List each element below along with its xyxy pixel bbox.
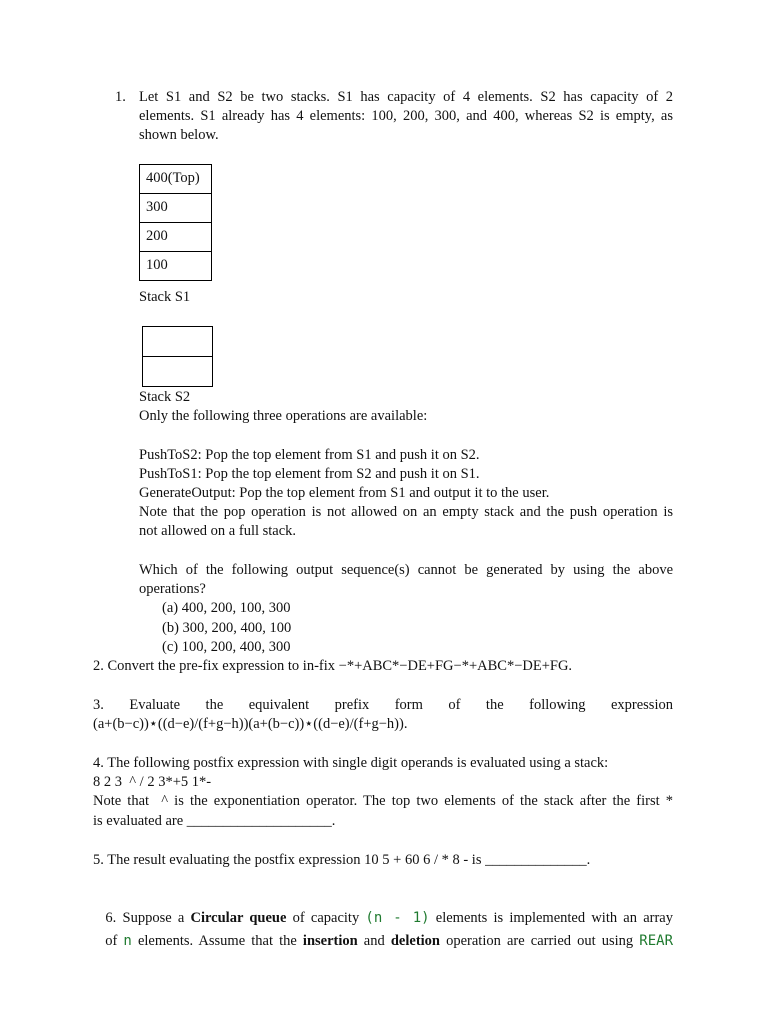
question-3-word: the [485,697,504,713]
question-3-word: following [529,697,586,713]
question-6-text: operation are carried out using [440,933,640,950]
operation-generate-output: GenerateOutput: Pop the top element from S1 and output it to the user. [139,485,550,501]
rear-code: REAR [639,933,674,950]
stack-s1-cell: 300 [140,194,212,223]
question-3-word: of [448,697,461,713]
insertion-term: insertion [302,933,358,950]
option-c: (c) 100, 200, 400, 300 [162,639,291,655]
question-1-prompt-line-1: Which of the following output sequence(s) cannot be generated by using the above [139,562,673,578]
question-3-expression: (a+(b−c))⋆((d−e)/(f+g−h))(a+(b−c))⋆((d−e)/(f+g−h)). [93,716,408,732]
question-3-word: prefix [334,697,370,713]
stack-s1-cell: 100 [140,252,212,281]
question-6-text: 6. Suppose a [105,910,191,927]
question-6-text: elements. Assume that the [131,933,303,950]
operation-push-to-s2: PushToS2: Pop the top element from S1 and push it on S2. [139,447,480,463]
note-line-2: not allowed on a full stack. [139,523,297,539]
question-6-line-2 [93,913,673,952]
question-4-expression: 8 2 3 ^ / 2 3*+5 1*- [93,774,212,790]
stack-s2-cell-empty [143,327,213,357]
capacity-code: (n - 1) [365,910,430,927]
question-1-line-2: elements. S1 already has 4 elements: 100, 200, 300, and 400, whereas S2 is empty, as [139,108,673,124]
stack-s1-row [140,223,212,252]
stack-s1-row [140,165,212,194]
option-b: (b) 300, 200, 400, 100 [162,620,292,636]
circular-queue-term: Circular queue [190,910,287,927]
question-3-word: expression [610,697,673,713]
option-a: (a) 400, 200, 100, 300 [162,600,291,616]
stack-s2-row [143,327,213,357]
question-1-line-1: Let S1 and S2 be two stacks. S1 has capacity of 4 elements. S2 has capacity of 2 [139,89,673,105]
question-3-word: 3. [93,697,104,713]
question-1-prompt-line-2: operations? [139,581,206,597]
deletion-term: deletion [390,933,440,950]
stack-s1-row [140,194,212,223]
stack-s1-cell: 200 [140,223,212,252]
n-code: n [123,933,132,950]
stack-s2-row [143,357,213,387]
stack-s1-table [139,164,212,281]
question-1-number: 1. [115,89,126,105]
stack-s1-cell-top: 400(Top) [140,165,212,194]
question-4-line-3: Note that ^ is the exponentiation operator. The top two elements of the stack after the first * [93,793,673,809]
question-6-text: and [357,933,391,950]
question-6-text: of [105,933,124,950]
question-3-word: Evaluate [129,697,181,713]
question-4-line-1: 4. The following postfix expression with single digit operands is evaluated using a stack: [93,755,609,771]
stack-s2-table [142,326,213,387]
question-6-text: elements is implemented with an array [429,910,673,927]
question-3-line-1 [93,696,673,715]
question-6-text: of capacity [286,910,366,927]
stack-s1-caption: Stack S1 [139,289,191,305]
question-3-word: form [394,697,423,713]
question-2: 2. Convert the pre-fix expression to in-fix −*+ABC*−DE+FG−*+ABC*−DE+FG. [93,658,573,674]
stack-s2-cell-empty [143,357,213,387]
operations-intro: Only the following three operations are available: [139,408,428,424]
question-3-word: equivalent [248,697,310,713]
stack-s1-row [140,252,212,281]
question-4-line-4: is evaluated are ____________________. [93,813,336,829]
stack-s2-caption: Stack S2 [139,389,191,405]
question-1-line-3: shown below. [139,127,219,143]
question-3-word: the [205,697,224,713]
note-line-1: Note that the pop operation is not allowed on an empty stack and the push operation is [139,504,673,520]
operation-push-to-s1: PushToS1: Pop the top element from S2 and push it on S1. [139,466,480,482]
question-5: 5. The result evaluating the postfix expression 10 5 + 60 6 / * 8 - is ______________. [93,852,591,868]
